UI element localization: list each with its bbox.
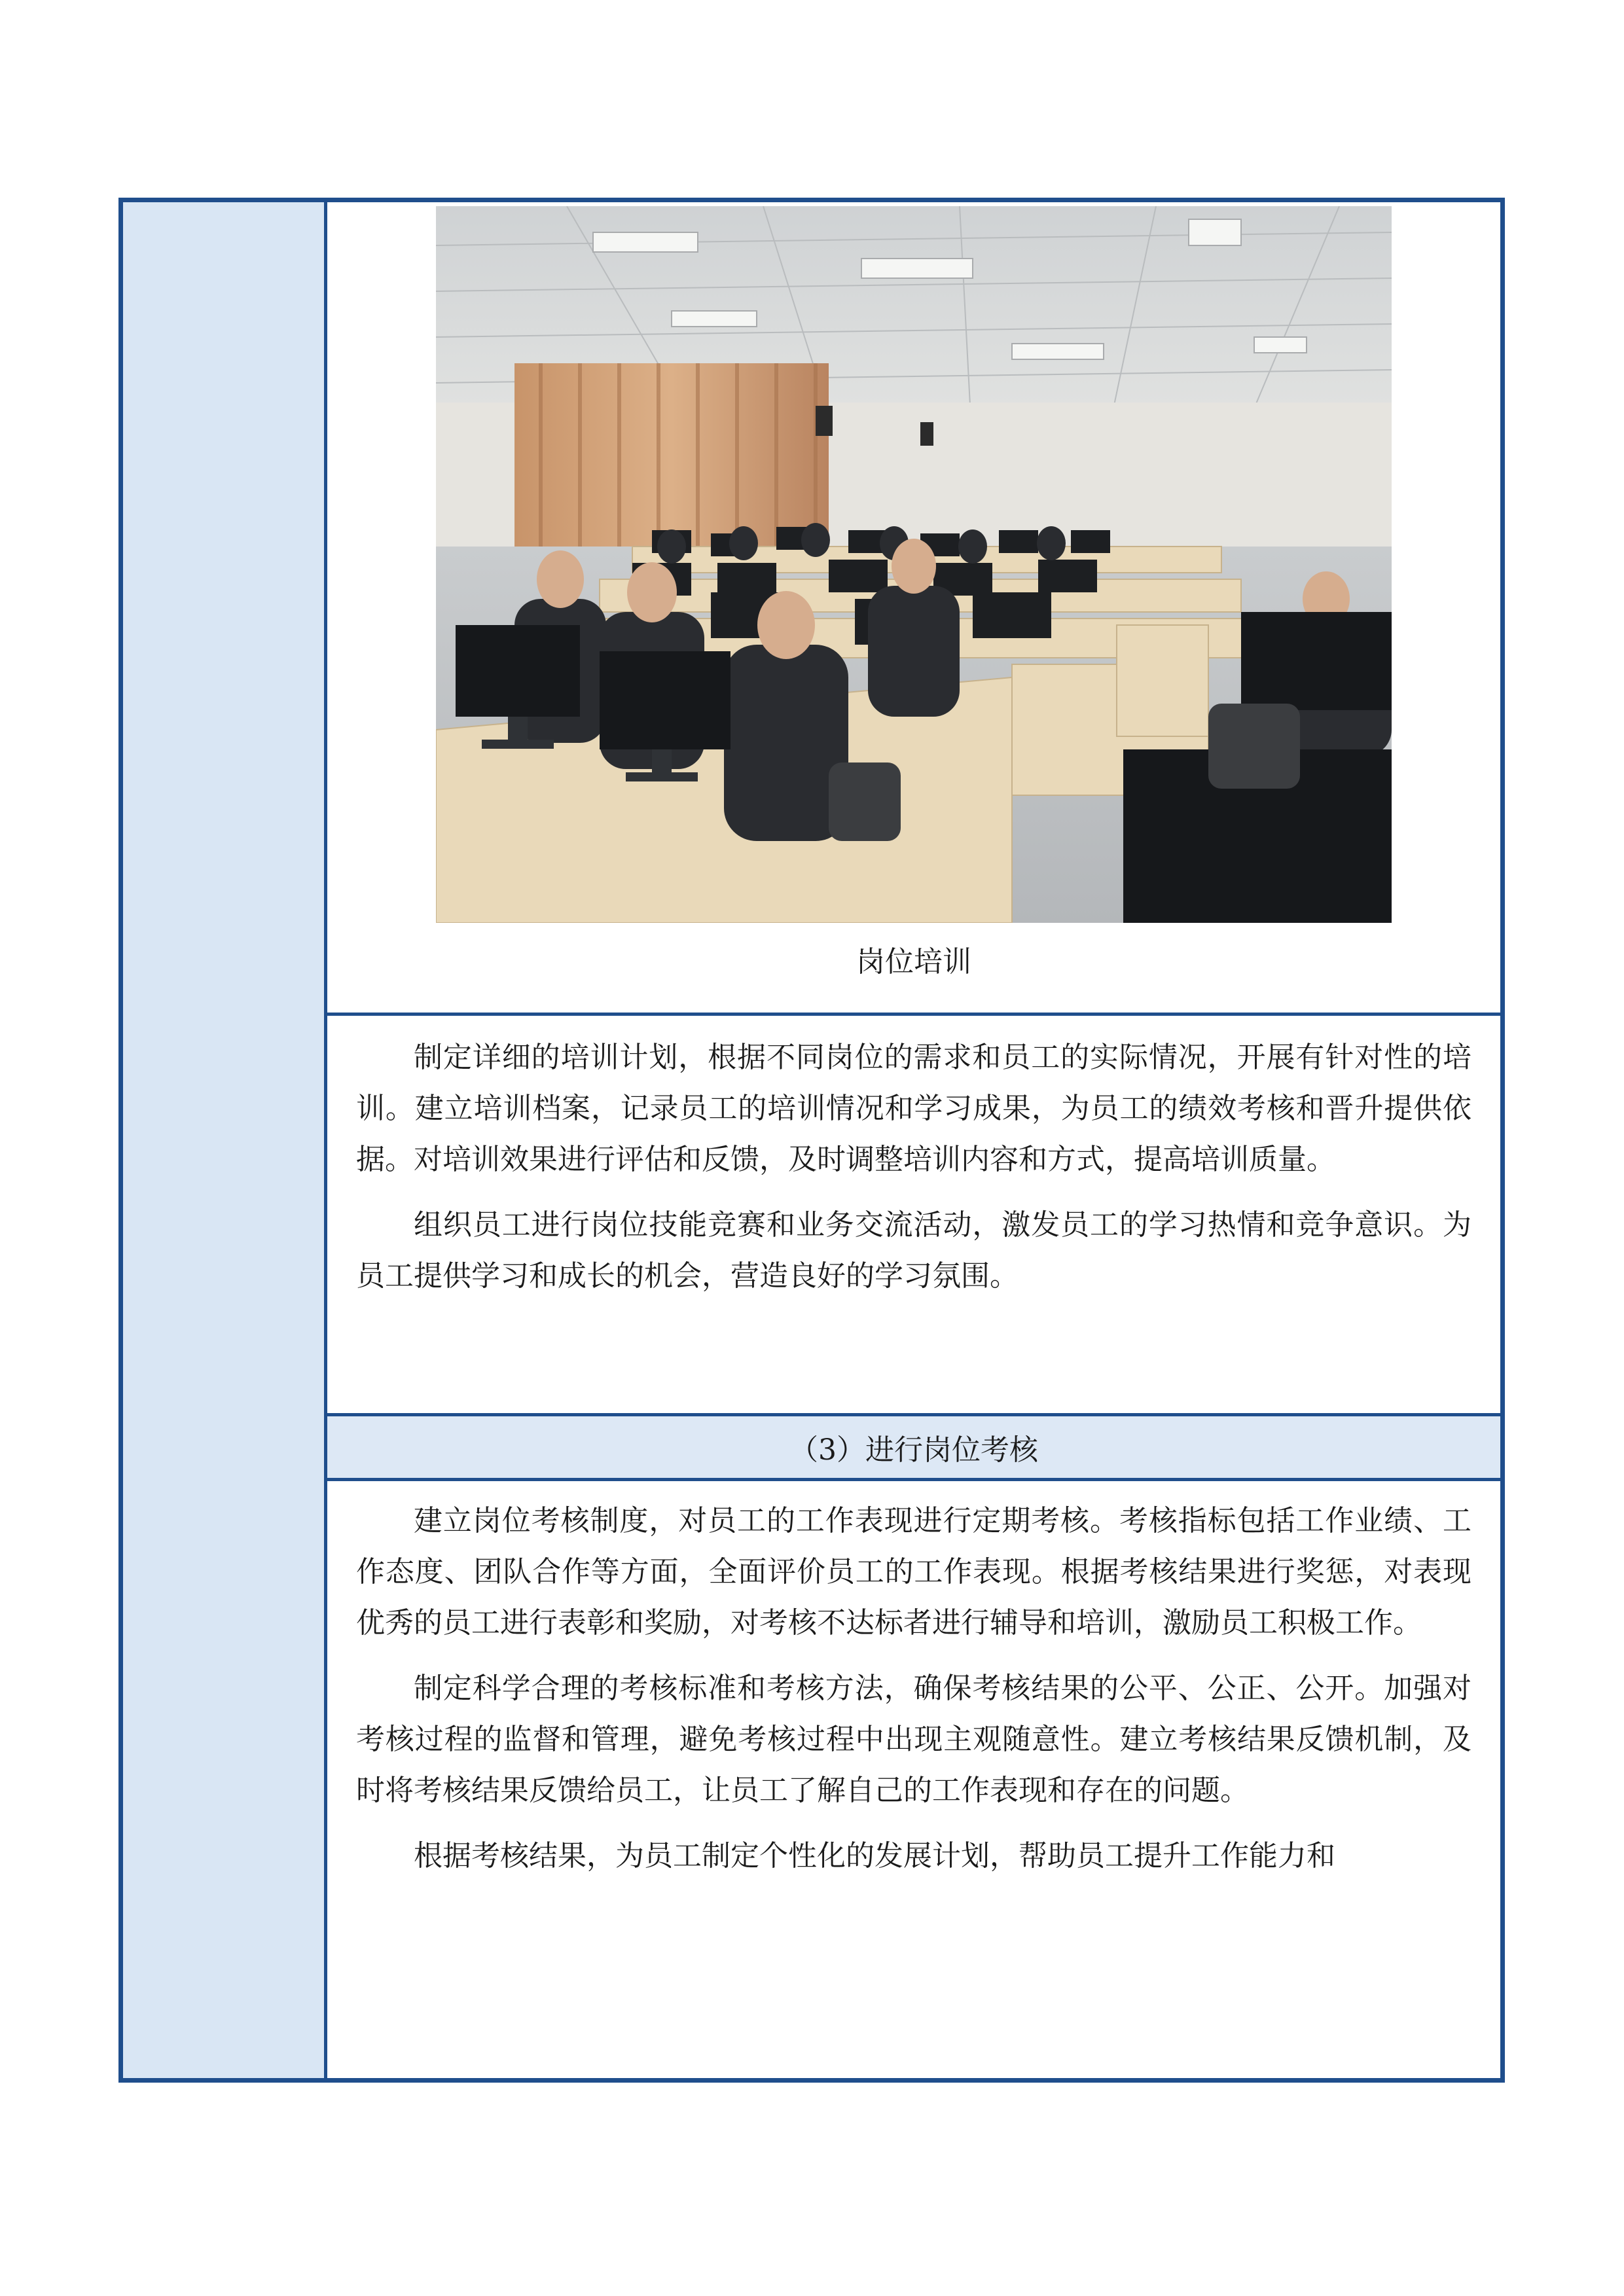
paragraph: 制定科学合理的考核标准和考核方法，确保考核结果的公平、公正、公开。加强对考核过程的监督和管理，避免考核过程中出现主观随意性。建立考核结果反馈机制，及时将考核结果反馈给员工，让员工了解自己的工作表现和存在的问题。	[356, 1672, 1471, 1807]
paragraph: 建立岗位考核制度，对员工的工作表现进行定期考核。考核指标包括工作业绩、工作态度、团队合作等方面，全面评价员工的工作表现。根据考核结果进行奖惩，对表现优秀的员工进行表彰和奖励，对考核不达标者进行辅导和培训，激励员工积极工作。	[356, 1504, 1471, 1640]
training-room-illustration	[436, 206, 1392, 923]
paragraph: 根据考核结果，为员工制定个性化的发展计划，帮助员工提升工作能力和	[414, 1839, 1335, 1873]
content-table	[118, 198, 1505, 2083]
side-column	[123, 202, 327, 2078]
photo-row	[327, 202, 1500, 1016]
paragraph: 组织员工进行岗位技能竞赛和业务交流活动，激发员工的学习热情和竞争意识。为员工提供学习和成长的机会，营造良好的学习氛围。	[356, 1208, 1471, 1293]
section-heading: （3）进行岗位考核	[327, 1416, 1500, 1481]
training-text-row	[327, 1016, 1500, 1416]
photo-caption: 岗位培训	[856, 945, 971, 978]
paragraph: 制定详细的培训计划，根据不同岗位的需求和员工的实际情况，开展有针对性的培训。建立培训档案，记录员工的培训情况和学习成果，为员工的绩效考核和晋升提供依据。对培训效果进行评估和反馈，及时调整培训内容和方式，提高培训质量。	[356, 1041, 1471, 1176]
training-room-photo	[436, 206, 1392, 923]
assessment-text-row	[327, 1481, 1500, 2078]
main-column	[327, 202, 1500, 2078]
